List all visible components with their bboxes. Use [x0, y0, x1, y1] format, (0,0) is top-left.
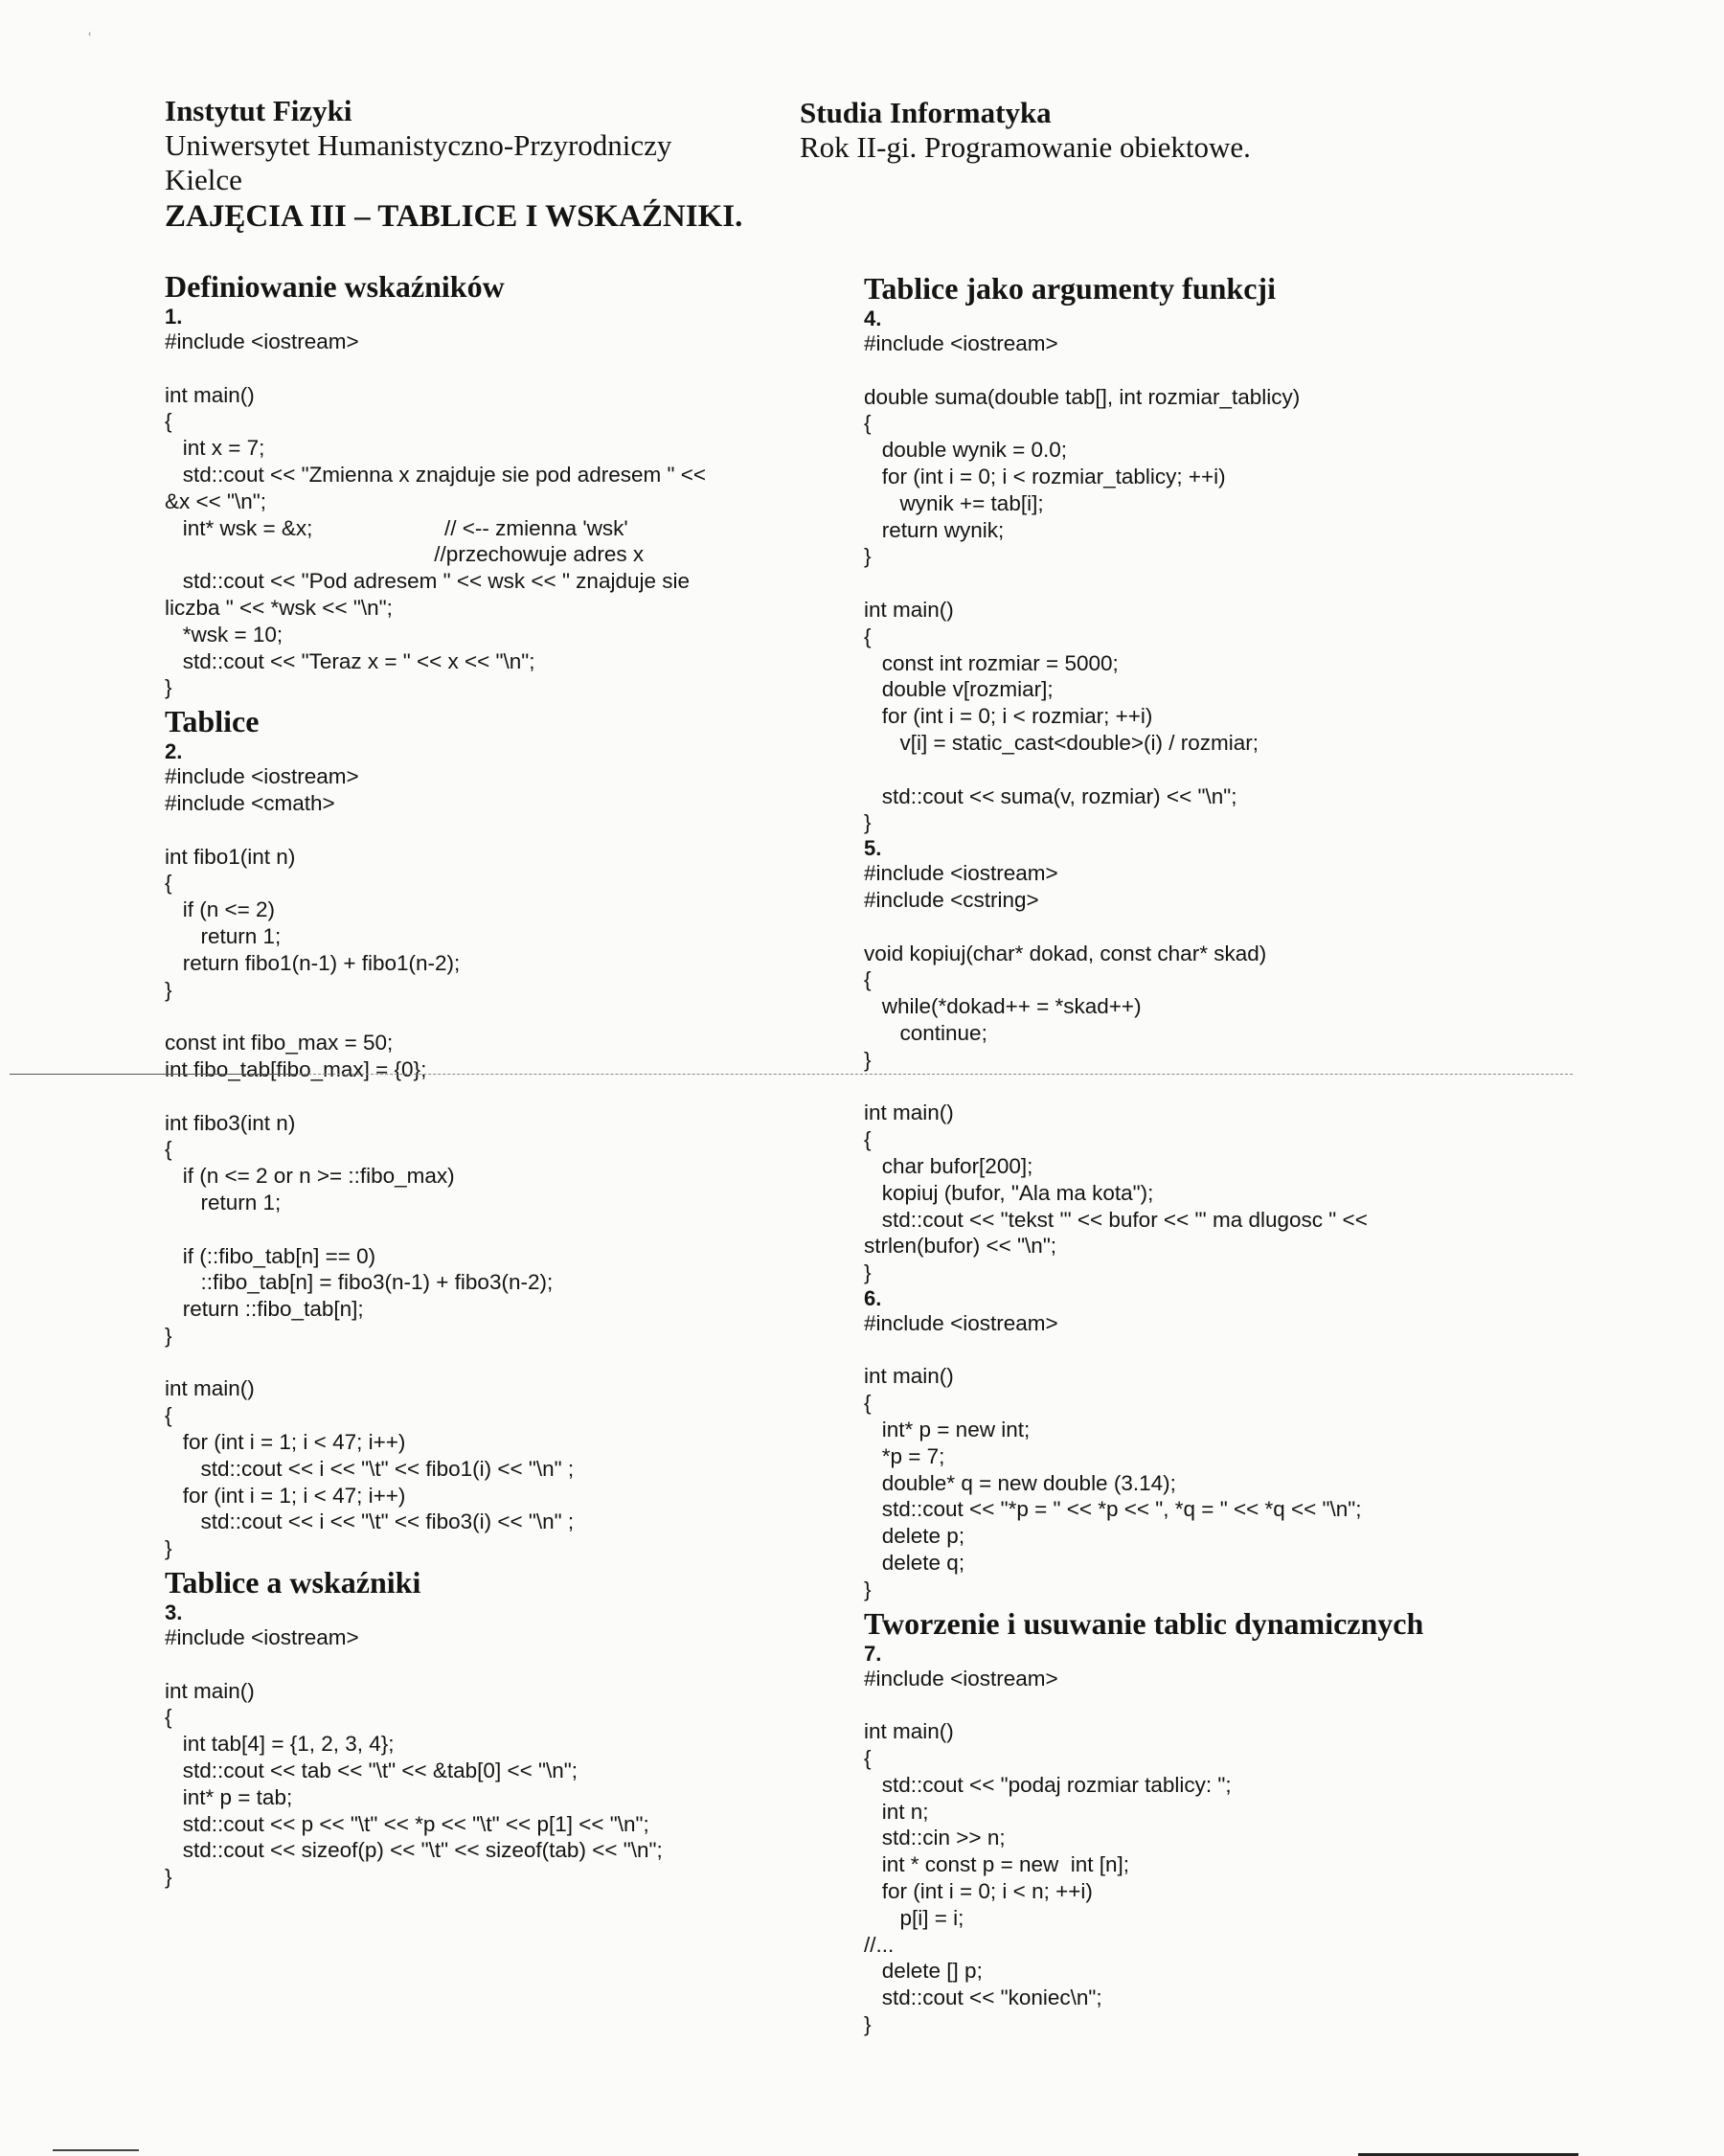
section-title-tablice-dynamiczne: Tworzenie i usuwanie tablic dynamicznych — [864, 1605, 1424, 1641]
header-left — [165, 94, 778, 236]
section-title-tablice: Tablice — [165, 704, 260, 739]
scan-speck-top-left: ʿ — [86, 29, 94, 53]
code-block-4: #include <iostream> double suma(double tab[], int rozmiar_tablicy) { double wynik = 0.0; for (int i = 0; i < rozmiar_tablicy; ++i) wynik += tab[i]; return wynik; } int main() { const int rozmiar = 5000; double v[rozmiar]; for (int i = 0; i < rozmiar; ++i) v[i] = static_cast<double>(i) / rozmiar; std::cout << suma(v, rozmiar) << "\n"; } — [864, 331, 1301, 835]
university-name: Uniwersytet Humanistyczno-Przyrodniczy — [165, 128, 672, 162]
code-block-2: #include <iostream> #include <cmath> int fibo1(int n) { if (n <= 2) return 1; return fibo1(n-1) + fibo1(n-2); } const int fibo_max = 50; int fibo_tab[fibo_max] = {0}; int fibo3(int n) { if (n <= 2 or n >= ::fibo_max) return 1; if (::fibo_tab[n] == 0) ::fibo_tab[n] = fibo3(n-1) + fibo3(n-2); return ::fibo_tab[n]; } int main() { for (int i = 1; i < 47; i++) std::cout << i << "\t" << fibo1(i) << "\n" ; for (int i = 1; i < 47; i++) std::cout << i << "\t" << fibo3(i) << "\n" ; } — [165, 764, 575, 1561]
code-block-5: #include <iostream> #include <cstring> void kopiuj(char* dokad, const char* skad) { while(*dokad++ = *skad++) continue; } int main() { char bufor[200]; kopiuj (bufor, "Ala ma kota"); std::cout << "tekst '" << bufor << "' ma dlugosc " << strlen(bufor) << "\n"; } — [864, 861, 1368, 1285]
exercise-number-5: 5. — [864, 836, 882, 861]
code-block-3: #include <iostream> int main() { int tab[4] = {1, 2, 3, 4}; std::cout << tab << "\t" << &tab[0] << "\n"; int* p = tab; std::cout << p << "\t" << *p << "\t" << p[1] << "\n"; std::cout << sizeof(p) << "\t" << sizeof(tab) << "\n"; } — [165, 1625, 663, 1890]
section-title-tablice-wskazniki: Tablice a wskaźniki — [165, 1565, 421, 1600]
exercise-number-2: 2. — [165, 739, 183, 764]
code-block-7: #include <iostream> int main() { std::cout << "podaj rozmiar tablicy: "; int n; std::cin >> n; int * const p = new int [n]; for (int i = 0; i < n; ++i) p[i] = i; //... delete [] p; std::cout << "koniec\n"; } — [864, 1666, 1232, 2037]
city-name: Kielce — [165, 163, 242, 196]
code-block-6: #include <iostream> int main() { int* p = new int; *p = 7; double* q = new double (3.14); std::cout << "*p = " << *p << ", *q = " << *q << "\n"; delete p; delete q; } — [864, 1310, 1362, 1601]
section-title-argumenty: Tablice jako argumenty funkcji — [864, 271, 1276, 306]
header-right — [800, 96, 1470, 165]
left-column — [165, 268, 778, 1891]
scan-fold-line-dashed — [299, 1074, 1573, 1075]
code-block-1: #include <iostream> int main() { int x = 7; std::cout << "Zmienna x znajduje sie pod adresem " << &x << "\n"; int* wsk = &x; // <-- zmienna 'wsk' //przechowuje adres x std::cout << "Pod adresem " << wsk << " znajduje sie liczba " << *wsk << "\n"; *wsk = 10; std::cout << "Teraz x = " << x << "\n"; } — [165, 329, 707, 700]
studies-name: Studia Informatyka — [800, 96, 1052, 129]
course-name: Rok II-gi. Programowanie obiektowe. — [800, 130, 1251, 164]
exercise-number-6: 6. — [864, 1285, 882, 1310]
exercise-number-7: 7. — [864, 1641, 882, 1666]
right-column — [864, 270, 1477, 2038]
page-title: ZAJĘCIA III – TABLICE I WSKAŹNIKI. — [165, 199, 743, 234]
exercise-number-3: 3. — [165, 1600, 183, 1625]
exercise-number-4: 4. — [864, 306, 882, 330]
institute-name: Instytut Fizyki — [165, 94, 352, 127]
scan-fold-line-left — [10, 1074, 297, 1075]
scan-bottom-left-line — [53, 2149, 139, 2151]
exercise-number-1: 1. — [165, 305, 183, 329]
section-title-definiowanie: Definiowanie wskaźników — [165, 269, 505, 304]
